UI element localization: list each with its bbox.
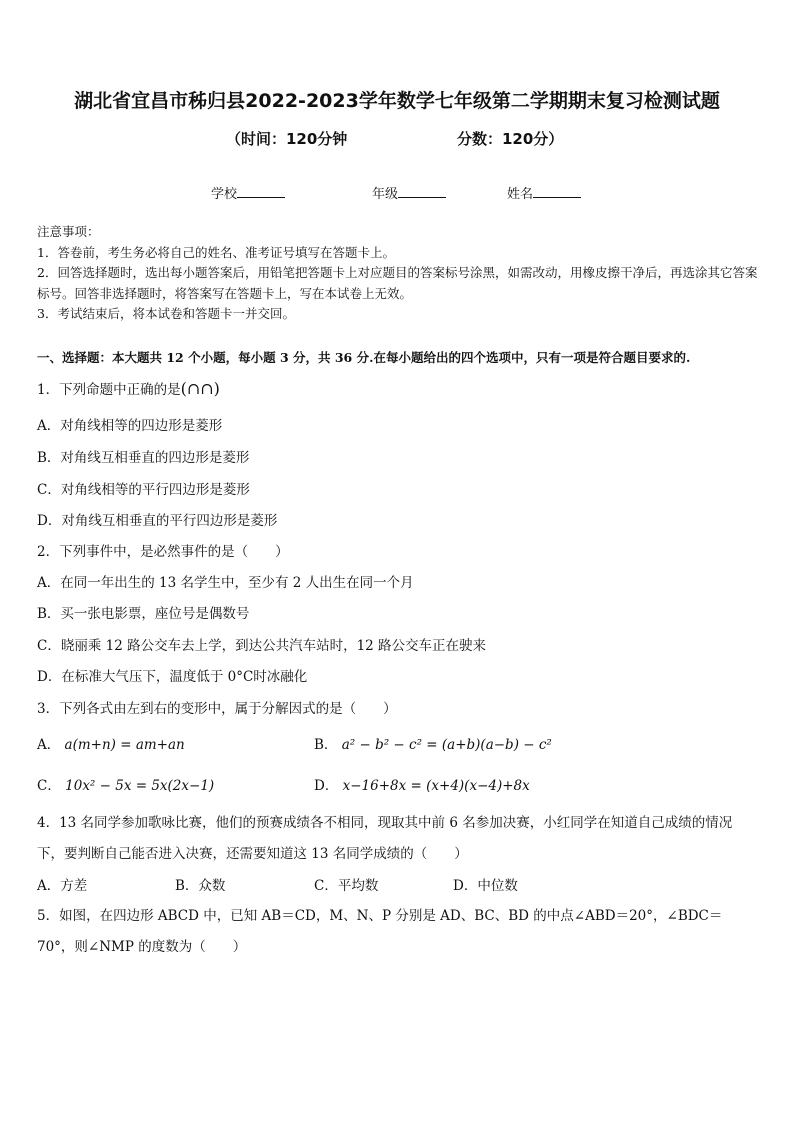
notes-heading: 注意事项： bbox=[37, 224, 100, 239]
question-3-option-d bbox=[314, 774, 530, 794]
question-4-option-b: B．众数 bbox=[175, 878, 226, 894]
question-2-stem: 2．下列事件中，是必然事件的是（ ） bbox=[37, 544, 289, 560]
question-1-option-a: A．对角线相等的四边形是菱形 bbox=[37, 418, 223, 434]
notes-block bbox=[37, 222, 759, 325]
notes-item: 2．回答选择题时，选出每小题答案后，用铅笔把答题卡上对应题目的答案标号涂黑，如需改动，用橡皮擦干净后，再选涂其它答案标号。回答非选择题时，将答案写在答题卡上，写在本试卷上无效。 bbox=[37, 265, 758, 301]
school-label: 学校 bbox=[211, 187, 238, 202]
exam-time: （时间：120分钟 bbox=[226, 130, 348, 148]
question-4-option-a: A．方差 bbox=[37, 878, 88, 894]
question-4-option-c: C．平均数 bbox=[314, 878, 379, 894]
option-label: C． bbox=[37, 778, 61, 794]
school-field bbox=[211, 183, 285, 202]
question-4-stem: 4．13 名同学参加歌咏比赛，他们的预赛成绩各不相同，现取其中前 6 名参加决赛，小红同学在知道自己成绩的情况下，要判断自己能否进入决赛，还需要知道这 13 名同学成绩的（ ） bbox=[37, 815, 733, 862]
notes-item: 3．考试结束后，将本试卷和答题卡一并交回。 bbox=[37, 306, 295, 321]
grade-field bbox=[372, 183, 446, 202]
math-expression: a(m+n) = am+an bbox=[64, 737, 185, 753]
section-heading: 一、选择题：本大题共 12 个小题，每小题 3 分，共 36 分.在每小题给出的四个选项中，只有一项是符合题目要求的. bbox=[37, 350, 691, 365]
option-label: D． bbox=[314, 778, 339, 794]
question-1-paren: (∩∩) bbox=[180, 379, 220, 398]
name-field bbox=[507, 183, 581, 202]
question-1-option-d: D．对角线互相垂直的平行四边形是菱形 bbox=[37, 513, 278, 529]
question-3-stem: 3．下列各式由左到右的变形中，属于分解因式的是（ ） bbox=[37, 701, 397, 717]
grade-label: 年级 bbox=[372, 187, 399, 202]
question-3-option-c bbox=[37, 774, 214, 794]
question-2-option-d: D．在标准大气压下，温度低于 0°C时冰融化 bbox=[37, 669, 308, 685]
grade-blank bbox=[398, 185, 446, 198]
question-2-option-c: C．晓丽乘 12 路公交车去上学，到达公共汽车站时，12 路公交车正在驶来 bbox=[37, 638, 487, 654]
question-1-option-b: B．对角线互相垂直的四边形是菱形 bbox=[37, 450, 250, 466]
math-expression: a² − b² − c² = (a+b)(a−b) − c² bbox=[341, 737, 552, 753]
exam-title: 湖北省宜昌市秭归县2022-2023学年数学七年级第二学期期末复习检测试题 bbox=[74, 90, 720, 112]
option-label: B． bbox=[314, 737, 338, 753]
question-3-option-a bbox=[37, 733, 185, 753]
option-label: A． bbox=[37, 737, 61, 753]
question-1-text: 1．下列命题中正确的是 bbox=[37, 382, 181, 398]
question-2-option-b: B．买一张电影票，座位号是偶数号 bbox=[37, 606, 250, 622]
question-1-stem bbox=[37, 378, 220, 398]
question-1-option-c: C．对角线相等的平行四边形是菱形 bbox=[37, 482, 250, 498]
name-blank bbox=[533, 185, 581, 198]
question-3-option-b bbox=[314, 733, 552, 753]
name-label: 姓名 bbox=[507, 187, 534, 202]
question-2-option-a: A．在同一年出生的 13 名学生中，至少有 2 人出生在同一个月 bbox=[37, 575, 414, 591]
math-expression: 10x² − 5x = 5x(2x−1) bbox=[65, 778, 215, 794]
exam-score: 分数：120分） bbox=[457, 130, 564, 148]
math-expression: x−16+8x = (x+4)(x−4)+8x bbox=[342, 778, 530, 794]
question-4-option-d: D．中位数 bbox=[453, 878, 518, 894]
school-blank bbox=[237, 185, 285, 198]
question-5-stem: 5．如图，在四边形 ABCD 中，已知 AB＝CD，M、N、P 分别是 AD、BC、BD 的中点∠ABD＝20°，∠BDC＝70°，则∠NMP 的度数为（ ） bbox=[37, 908, 723, 955]
notes-item: 1．答卷前，考生务必将自己的姓名、准考证号填写在答题卡上。 bbox=[37, 244, 395, 260]
